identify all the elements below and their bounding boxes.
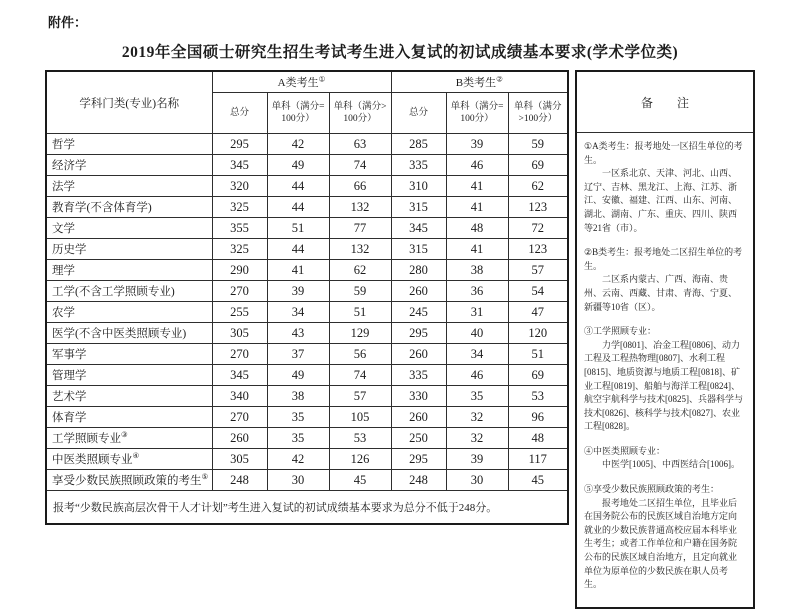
score-cell: 49 bbox=[267, 365, 329, 386]
score-cell: 132 bbox=[329, 197, 391, 218]
score-cell: 335 bbox=[391, 155, 446, 176]
table-row bbox=[46, 239, 568, 260]
score-cell: 57 bbox=[508, 260, 568, 281]
score-cell: 69 bbox=[508, 365, 568, 386]
score-cell: 126 bbox=[329, 449, 391, 470]
a-single-100-header: 单科（满分=100分） bbox=[267, 93, 329, 134]
subject-column-header: 学科门类(专业)名称 bbox=[46, 71, 212, 134]
score-cell: 285 bbox=[391, 134, 446, 155]
score-cell: 41 bbox=[267, 260, 329, 281]
score-cell: 48 bbox=[508, 428, 568, 449]
remark-item bbox=[584, 325, 746, 434]
b-total-header: 总分 bbox=[391, 93, 446, 134]
score-cell: 345 bbox=[212, 365, 267, 386]
score-cell: 74 bbox=[329, 155, 391, 176]
subject-cell: 法学 bbox=[46, 176, 212, 197]
score-cell: 96 bbox=[508, 407, 568, 428]
score-cell: 295 bbox=[391, 449, 446, 470]
subject-cell: 农学 bbox=[46, 302, 212, 323]
score-cell: 40 bbox=[446, 323, 508, 344]
remark-body: 力学[0801]、冶金工程[0806]、动力工程及工程热物理[0807]、水利工程[0815]、地质资源与地质工程[0818]、矿业工程[0819]、船舶与海洋工程[0824]、航空宇航科学与技术[0825]、兵器科学与技术[0826]、核科学与技术[0827]、农业工程[0828]。 bbox=[584, 339, 744, 432]
score-cell: 34 bbox=[446, 344, 508, 365]
score-cell: 270 bbox=[212, 281, 267, 302]
score-cell: 355 bbox=[212, 218, 267, 239]
score-cell: 260 bbox=[391, 281, 446, 302]
score-cell: 44 bbox=[267, 176, 329, 197]
score-cell: 248 bbox=[391, 470, 446, 491]
score-cell: 305 bbox=[212, 449, 267, 470]
table-row bbox=[46, 302, 568, 323]
score-cell: 315 bbox=[391, 197, 446, 218]
table-row bbox=[46, 323, 568, 344]
a-total-header: 总分 bbox=[212, 93, 267, 134]
table-row bbox=[46, 449, 568, 470]
subject-cell: 体育学 bbox=[46, 407, 212, 428]
score-cell: 57 bbox=[329, 386, 391, 407]
subject-cell: 理学 bbox=[46, 260, 212, 281]
score-cell: 62 bbox=[329, 260, 391, 281]
score-cell: 36 bbox=[446, 281, 508, 302]
group-b-header: B类考生② bbox=[391, 71, 568, 93]
score-cell: 39 bbox=[446, 134, 508, 155]
subject-cell: 文学 bbox=[46, 218, 212, 239]
table-row bbox=[46, 428, 568, 449]
score-cell: 47 bbox=[508, 302, 568, 323]
table-row bbox=[46, 197, 568, 218]
score-cell: 77 bbox=[329, 218, 391, 239]
subject-cell: 管理学 bbox=[46, 365, 212, 386]
score-cell: 74 bbox=[329, 365, 391, 386]
score-cell: 260 bbox=[391, 344, 446, 365]
score-cell: 295 bbox=[212, 134, 267, 155]
footnote-mark: ④ bbox=[132, 451, 140, 461]
score-cell: 35 bbox=[267, 428, 329, 449]
remarks-body bbox=[577, 133, 753, 607]
score-cell: 35 bbox=[446, 386, 508, 407]
score-cell: 63 bbox=[329, 134, 391, 155]
score-cell: 43 bbox=[267, 323, 329, 344]
score-cell: 56 bbox=[329, 344, 391, 365]
remark-body: 中医学[1005]、中西医结合[1006]。 bbox=[602, 459, 741, 470]
score-cell: 37 bbox=[267, 344, 329, 365]
table-row bbox=[46, 260, 568, 281]
score-cell: 255 bbox=[212, 302, 267, 323]
score-cell: 53 bbox=[508, 386, 568, 407]
remarks-panel bbox=[575, 70, 755, 609]
subject-cell: 艺术学 bbox=[46, 386, 212, 407]
score-cell: 305 bbox=[212, 323, 267, 344]
subject-cell: 教育学(不含体育学) bbox=[46, 197, 212, 218]
subject-cell: 哲学 bbox=[46, 134, 212, 155]
a-single-over100-header: 单科（满分>100分） bbox=[329, 93, 391, 134]
table-row bbox=[46, 155, 568, 176]
score-cell: 46 bbox=[446, 155, 508, 176]
score-cell: 39 bbox=[446, 449, 508, 470]
footer-note: 报考“少数民族高层次骨干人才计划”考生进入复试的初试成绩基本要求为总分不低于248分。 bbox=[46, 491, 568, 525]
score-cell: 48 bbox=[446, 218, 508, 239]
score-cell: 41 bbox=[446, 197, 508, 218]
table-row bbox=[46, 176, 568, 197]
score-cell: 129 bbox=[329, 323, 391, 344]
score-cell: 51 bbox=[508, 344, 568, 365]
score-cell: 30 bbox=[267, 470, 329, 491]
remark-head: ①A类考生：报考地处一区招生单位的考生。 bbox=[584, 141, 743, 165]
table-row bbox=[46, 365, 568, 386]
score-cell: 49 bbox=[267, 155, 329, 176]
score-cell: 345 bbox=[212, 155, 267, 176]
score-cell: 325 bbox=[212, 239, 267, 260]
score-cell: 330 bbox=[391, 386, 446, 407]
score-cell: 44 bbox=[267, 197, 329, 218]
table-row bbox=[46, 470, 568, 491]
score-cell: 62 bbox=[508, 176, 568, 197]
b-single-100-header: 单科（满分=100分） bbox=[446, 93, 508, 134]
score-cell: 30 bbox=[446, 470, 508, 491]
score-cell: 105 bbox=[329, 407, 391, 428]
score-cell: 260 bbox=[391, 407, 446, 428]
score-cell: 59 bbox=[508, 134, 568, 155]
score-cell: 260 bbox=[212, 428, 267, 449]
group-b-footnote-mark: ② bbox=[496, 74, 503, 84]
score-cell: 45 bbox=[329, 470, 391, 491]
page-title: 2019年全国硕士研究生招生考试考生进入复试的初试成绩基本要求(学术学位类) bbox=[121, 44, 679, 61]
score-cell: 46 bbox=[446, 365, 508, 386]
score-cell: 39 bbox=[267, 281, 329, 302]
score-cell: 45 bbox=[508, 470, 568, 491]
score-cell: 32 bbox=[446, 428, 508, 449]
remark-item bbox=[584, 246, 746, 314]
table-row bbox=[46, 218, 568, 239]
remark-head: ④中医类照顾专业： bbox=[584, 445, 666, 456]
subject-cell: 经济学 bbox=[46, 155, 212, 176]
footer-note-row bbox=[46, 491, 568, 525]
score-cell: 340 bbox=[212, 386, 267, 407]
score-cell: 31 bbox=[446, 302, 508, 323]
score-cell: 66 bbox=[329, 176, 391, 197]
score-cell: 42 bbox=[267, 449, 329, 470]
footnote-mark: ⑤ bbox=[201, 472, 209, 482]
score-cell: 335 bbox=[391, 365, 446, 386]
score-cell: 245 bbox=[391, 302, 446, 323]
score-cell: 310 bbox=[391, 176, 446, 197]
score-cell: 132 bbox=[329, 239, 391, 260]
score-cell: 38 bbox=[446, 260, 508, 281]
table-row bbox=[46, 134, 568, 155]
b-single-over100-header: 单科（满分>100分） bbox=[508, 93, 568, 134]
score-cell: 32 bbox=[446, 407, 508, 428]
score-cell: 270 bbox=[212, 407, 267, 428]
remark-item bbox=[584, 483, 746, 592]
score-requirements-table-area bbox=[45, 70, 755, 609]
subject-cell: 享受少数民族照顾政策的考生⑤ bbox=[46, 470, 212, 491]
score-cell: 248 bbox=[212, 470, 267, 491]
score-cell: 69 bbox=[508, 155, 568, 176]
score-cell: 34 bbox=[267, 302, 329, 323]
score-cell: 325 bbox=[212, 197, 267, 218]
score-cell: 123 bbox=[508, 197, 568, 218]
score-cell: 250 bbox=[391, 428, 446, 449]
score-cell: 42 bbox=[267, 134, 329, 155]
table-row bbox=[46, 386, 568, 407]
score-cell: 41 bbox=[446, 176, 508, 197]
footnote-mark: ③ bbox=[121, 430, 128, 440]
score-cell: 280 bbox=[391, 260, 446, 281]
table-row bbox=[46, 407, 568, 428]
score-table bbox=[45, 70, 569, 525]
score-cell: 123 bbox=[508, 239, 568, 260]
subject-cell: 军事学 bbox=[46, 344, 212, 365]
subject-cell: 历史学 bbox=[46, 239, 212, 260]
score-cell: 53 bbox=[329, 428, 391, 449]
table-row bbox=[46, 344, 568, 365]
attachment-label: 附件： bbox=[48, 15, 88, 30]
score-cell: 51 bbox=[329, 302, 391, 323]
remark-item bbox=[584, 140, 746, 235]
subject-cell: 中医类照顾专业④ bbox=[46, 449, 212, 470]
subject-cell: 工学照顾专业③ bbox=[46, 428, 212, 449]
score-cell: 72 bbox=[508, 218, 568, 239]
score-cell: 44 bbox=[267, 239, 329, 260]
score-cell: 270 bbox=[212, 344, 267, 365]
score-cell: 59 bbox=[329, 281, 391, 302]
subject-cell: 医学(不含中医类照顾专业) bbox=[46, 323, 212, 344]
remark-item bbox=[584, 445, 746, 472]
score-cell: 320 bbox=[212, 176, 267, 197]
remark-head: ②B类考生：报考地处二区招生单位的考生。 bbox=[584, 247, 743, 271]
header-group-row bbox=[46, 71, 568, 93]
score-cell: 54 bbox=[508, 281, 568, 302]
group-a-footnote-mark: ① bbox=[318, 74, 326, 84]
remark-body: 二区系内蒙古、广西、海南、贵州、云南、西藏、甘肃、青海、宁夏、新疆等10省（区）。 bbox=[584, 274, 738, 312]
score-cell: 41 bbox=[446, 239, 508, 260]
remark-body: 报考地处二区招生单位，且毕业后在国务院公布的民族区域自治地方定向就业的少数民族普通高校应届本科毕业生考生；或者工作单位和户籍在国务院公布的民族区域自治地方，且定向就业单位为原单位的少数民族在职人员考生。 bbox=[584, 497, 738, 590]
remark-head: ③工学照顾专业： bbox=[584, 326, 657, 337]
score-cell: 295 bbox=[391, 323, 446, 344]
score-cell: 117 bbox=[508, 449, 568, 470]
group-a-header: A类考生① bbox=[212, 71, 391, 93]
table-row bbox=[46, 281, 568, 302]
score-cell: 120 bbox=[508, 323, 568, 344]
remark-body: 一区系北京、天津、河北、山西、辽宁、吉林、黑龙江、上海、江苏、浙江、安徽、福建、江西、山东、河南、湖北、湖南、广东、重庆、四川、陕西等21省（市）。 bbox=[584, 168, 738, 233]
score-cell: 345 bbox=[391, 218, 446, 239]
subject-cell: 工学(不含工学照顾专业) bbox=[46, 281, 212, 302]
score-table-body bbox=[46, 134, 568, 491]
score-cell: 290 bbox=[212, 260, 267, 281]
score-cell: 35 bbox=[267, 407, 329, 428]
remarks-header: 备 注 bbox=[577, 72, 753, 133]
remark-head: ⑤享受少数民族照顾政策的考生： bbox=[584, 484, 720, 495]
score-cell: 315 bbox=[391, 239, 446, 260]
score-cell: 51 bbox=[267, 218, 329, 239]
score-cell: 38 bbox=[267, 386, 329, 407]
